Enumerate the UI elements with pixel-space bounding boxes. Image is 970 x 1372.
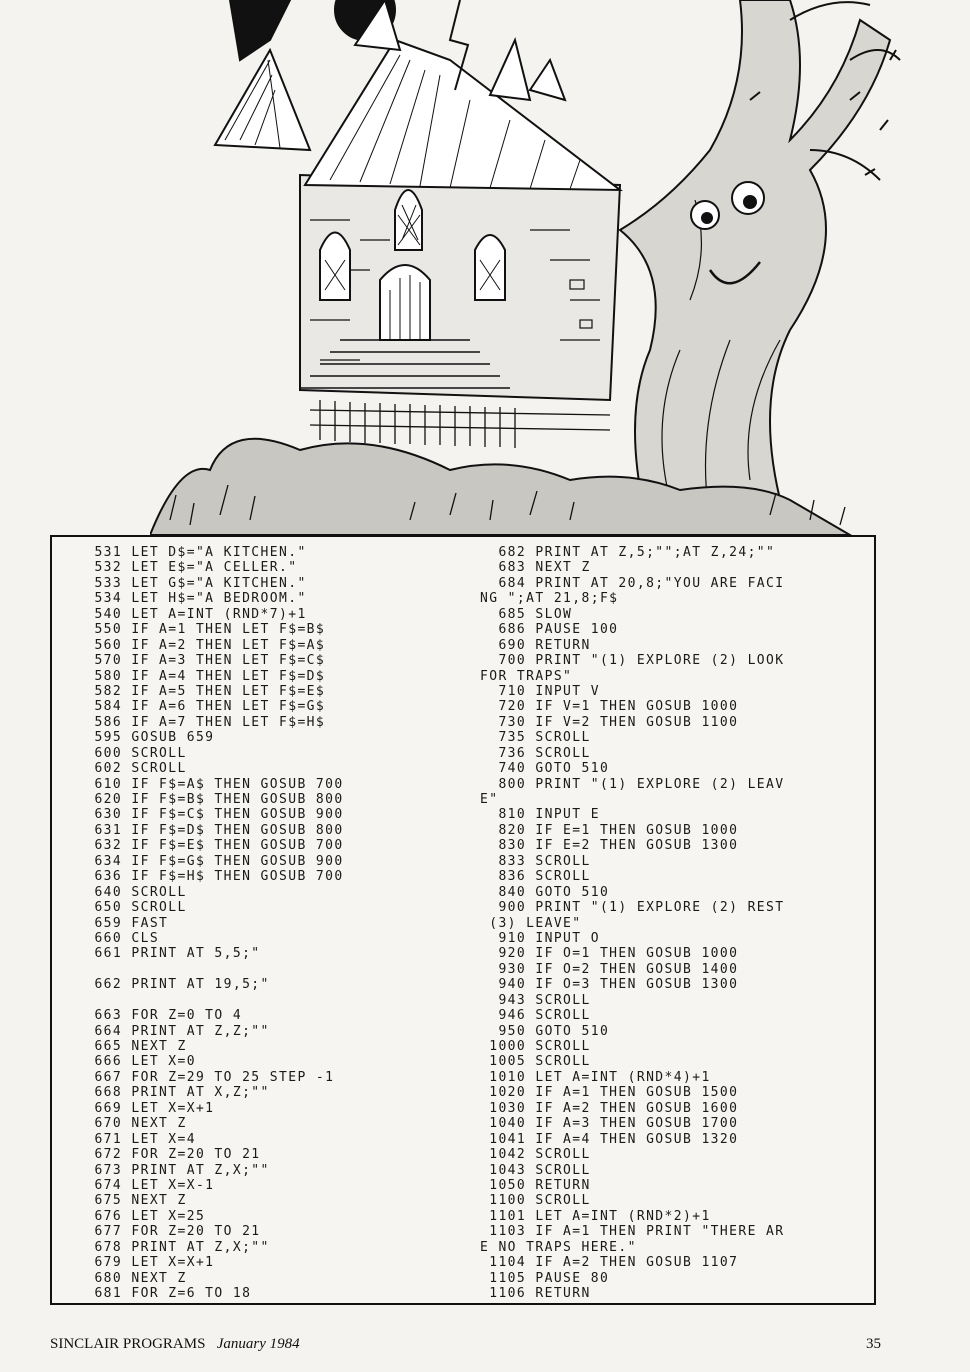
code-line: 1041 IF A=4 THEN GOSUB 1320 [480,1131,739,1147]
code-line: 1050 RETURN [480,1177,591,1193]
code-line: 677 FOR Z=20 TO 21 [76,1224,261,1240]
code-line: 631 IF F$=D$ THEN GOSUB 800 [76,822,344,838]
haunted-castle-illustration [150,0,910,535]
code-line: 840 GOTO 510 [480,884,610,900]
code-line: 683 NEXT Z [480,560,591,576]
code-line: 602 SCROLL [76,761,187,777]
code-line: 1104 IF A=2 THEN GOSUB 1107 [480,1255,739,1271]
code-line: 662 PRINT AT 19,5;" [76,977,270,993]
code-line: 595 GOSUB 659 [76,730,215,746]
code-line: 920 IF O=1 THEN GOSUB 1000 [480,946,739,962]
code-line: 1005 SCROLL [480,1054,591,1070]
code-line: 730 IF V=2 THEN GOSUB 1100 [480,714,739,730]
code-line [76,962,476,977]
code-line: 735 SCROLL [480,730,591,746]
code-line: 663 FOR Z=0 TO 4 [76,1008,243,1024]
code-line: 630 IF F$=C$ THEN GOSUB 900 [76,807,344,823]
code-line: 1000 SCROLL [480,1039,591,1054]
code-line: 586 IF A=7 THEN LET F$=H$ [76,714,326,730]
code-line: 584 IF A=6 THEN LET F$=G$ [76,699,326,715]
code-line: 900 PRINT "(1) EXPLORE (2) REST [480,900,785,916]
code-line: 531 LET D$="A KITCHEN." [76,545,307,560]
code-line: 810 INPUT E [480,807,600,823]
publication-date: January 1984 [216,1336,300,1352]
code-line: 1020 IF A=1 THEN GOSUB 1500 [480,1085,739,1101]
code-line: 660 CLS [76,930,160,946]
code-line: 710 INPUT V [480,683,600,699]
program-listing [50,535,876,1305]
code-line: 820 IF E=1 THEN GOSUB 1000 [480,822,739,838]
code-line: 950 GOTO 510 [480,1023,610,1039]
code-line: 679 LET X=X+1 [76,1255,215,1271]
code-line: 1043 SCROLL [480,1162,591,1178]
code-line: 1042 SCROLL [480,1147,591,1163]
code-line: 600 SCROLL [76,745,187,761]
code-line: 684 PRINT AT 20,8;"YOU ARE FACI [480,575,785,591]
tower-roof-3 [530,60,565,100]
castle-door [380,265,430,340]
listing-column-right [480,545,876,1301]
footer-publication [50,1336,300,1353]
code-line: FOR TRAPS" [480,668,573,684]
code-line: 946 SCROLL [480,1008,591,1024]
code-line: 664 PRINT AT Z,Z;"" [76,1023,270,1039]
code-line: 650 SCROLL [76,900,187,916]
code-line: 560 IF A=2 THEN LET F$=A$ [76,637,326,653]
code-line: 1106 RETURN [480,1286,591,1301]
left-window [320,233,350,301]
code-line: 836 SCROLL [480,869,591,885]
code-line: E NO TRAPS HERE." [480,1239,637,1255]
code-line: 634 IF F$=G$ THEN GOSUB 900 [76,853,344,869]
code-line: 636 IF F$=H$ THEN GOSUB 700 [76,869,344,885]
code-line: 1010 LET A=INT (RND*4)+1 [480,1069,711,1085]
code-line: 673 PRINT AT Z,X;"" [76,1162,270,1178]
code-line: 550 IF A=1 THEN LET F$=B$ [76,622,326,638]
code-line: 620 IF F$=B$ THEN GOSUB 800 [76,792,344,807]
code-line: 736 SCROLL [480,745,591,761]
code-line: 670 NEXT Z [76,1116,187,1132]
code-line: 676 LET X=25 [76,1208,206,1224]
code-line: 668 PRINT AT X,Z;"" [76,1085,270,1101]
code-line: 667 FOR Z=29 TO 25 STEP -1 [76,1069,335,1085]
code-line: 1040 IF A=3 THEN GOSUB 1700 [480,1116,739,1132]
listing-column-left [76,545,476,1301]
code-line: 930 IF O=2 THEN GOSUB 1400 [480,961,739,977]
tower-roof-2 [490,40,530,100]
code-line: 666 LET X=0 [76,1054,196,1070]
code-line: 640 SCROLL [76,884,187,900]
code-line: 1103 IF A=1 THEN PRINT "THERE AR [480,1224,785,1240]
left-tower-roof [215,50,310,150]
code-line: 675 NEXT Z [76,1193,187,1209]
code-line: E" [480,792,499,807]
code-line: 659 FAST [76,915,169,931]
code-line [76,993,476,1008]
code-line: 700 PRINT "(1) EXPLORE (2) LOOK [480,653,785,669]
code-line: 1100 SCROLL [480,1193,591,1209]
code-line: 1101 LET A=INT (RND*2)+1 [480,1208,711,1224]
code-line: 678 PRINT AT Z,X;"" [76,1239,270,1255]
code-line: NG ";AT 21,8;F$ [480,591,619,607]
code-line: 632 IF F$=E$ THEN GOSUB 700 [76,838,344,854]
code-line: 570 IF A=3 THEN LET F$=C$ [76,653,326,669]
code-line: 940 IF O=3 THEN GOSUB 1300 [480,977,739,993]
code-line: 540 LET A=INT (RND*7)+1 [76,606,307,622]
code-line: 665 NEXT Z [76,1039,187,1054]
code-line: 740 GOTO 510 [480,761,610,777]
code-line: 582 IF A=5 THEN LET F$=E$ [76,683,326,699]
code-line: 681 FOR Z=6 TO 18 [76,1286,252,1301]
code-line: 833 SCROLL [480,853,591,869]
fence [310,400,610,448]
code-line: 830 IF E=2 THEN GOSUB 1300 [480,838,739,854]
code-line: 661 PRINT AT 5,5;" [76,946,261,962]
code-line: 672 FOR Z=20 TO 21 [76,1147,261,1163]
code-line: 534 LET H$="A BEDROOM." [76,591,307,607]
publication-name: SINCLAIR PROGRAMS [50,1336,206,1352]
code-line: 686 PAUSE 100 [480,622,619,638]
code-line: 533 LET G$="A KITCHEN." [76,575,307,591]
code-line: 685 SLOW [480,606,573,622]
code-line: 580 IF A=4 THEN LET F$=D$ [76,668,326,684]
code-line: 1105 PAUSE 80 [480,1270,610,1286]
right-window [475,235,505,300]
code-line: 674 LET X=X-1 [76,1177,215,1193]
code-line: 610 IF F$=A$ THEN GOSUB 700 [76,776,344,792]
code-line: 910 INPUT O [480,930,600,946]
code-line: 532 LET E$="A CELLER." [76,560,298,576]
code-line: 690 RETURN [480,637,591,653]
page-number: 35 [866,1336,881,1352]
code-line: 680 NEXT Z [76,1270,187,1286]
code-line: 720 IF V=1 THEN GOSUB 1000 [480,699,739,715]
code-line: 669 LET X=X+1 [76,1100,215,1116]
code-line: 1030 IF A=2 THEN GOSUB 1600 [480,1100,739,1116]
code-line: 671 LET X=4 [76,1131,196,1147]
code-line: (3) LEAVE" [480,915,582,931]
code-line: 943 SCROLL [480,992,591,1008]
code-line: 682 PRINT AT Z,5;"";AT Z,24;"" [480,545,776,560]
code-line: 800 PRINT "(1) EXPLORE (2) LEAV [480,776,785,792]
